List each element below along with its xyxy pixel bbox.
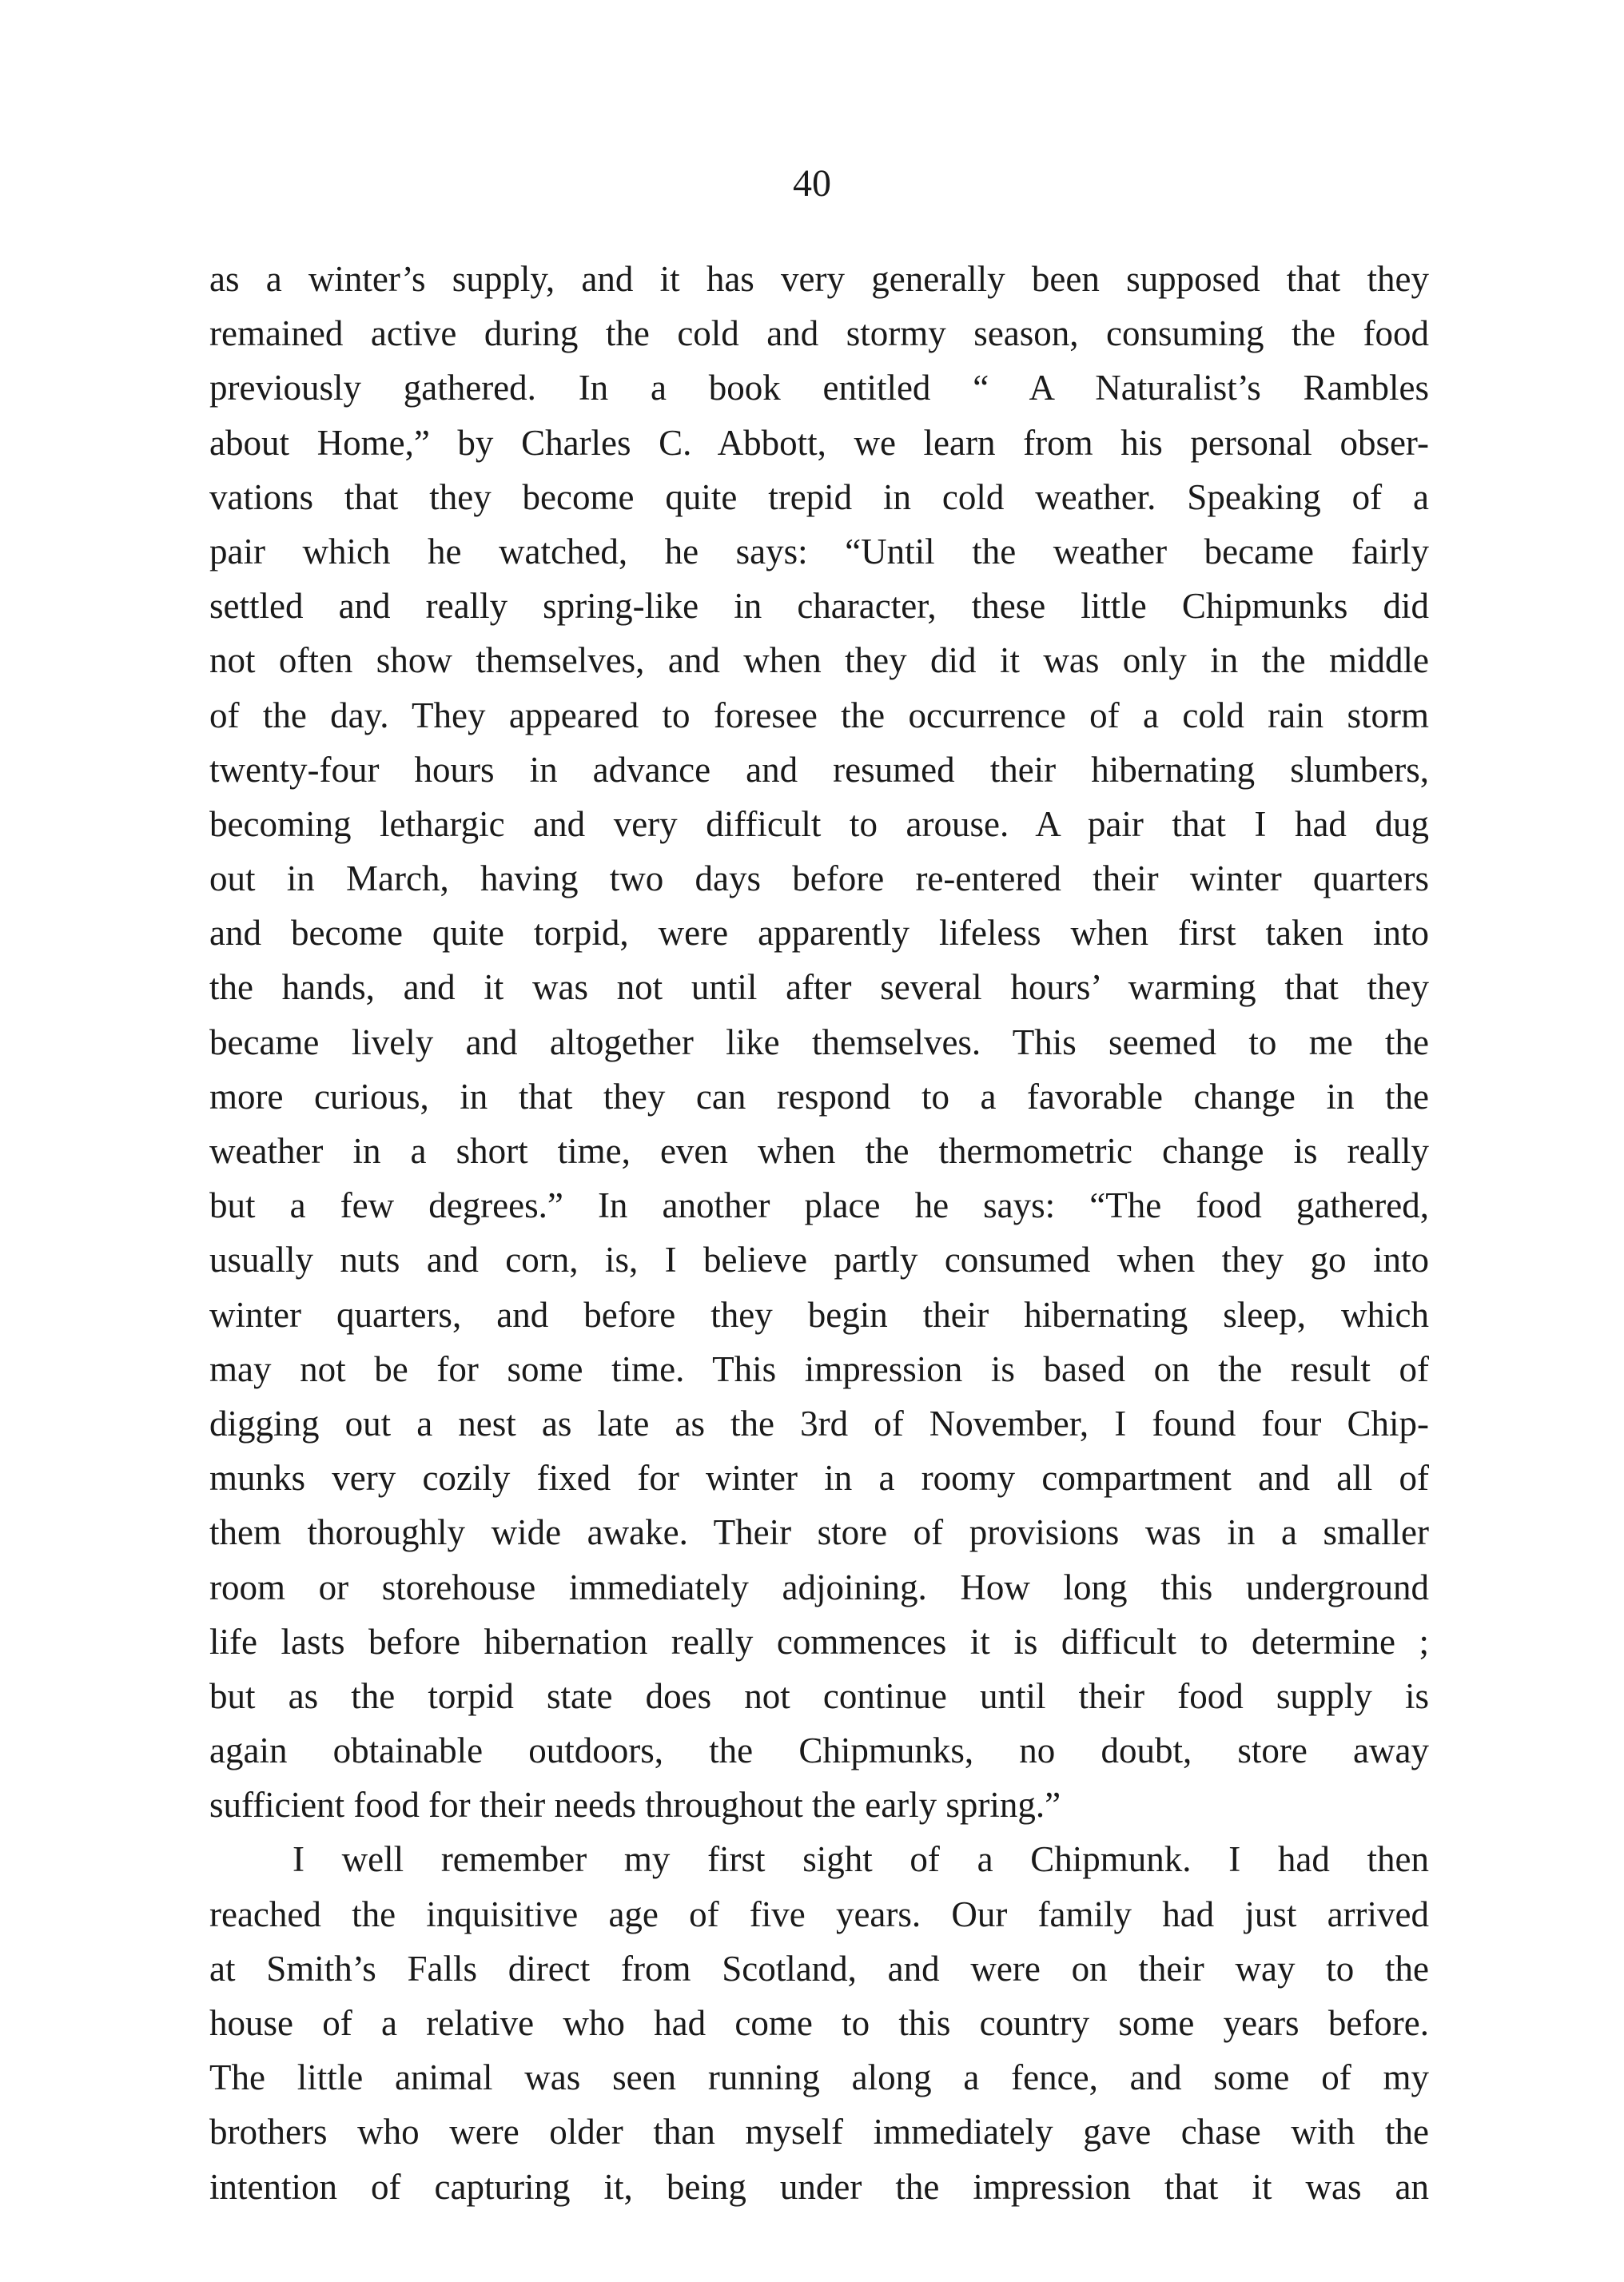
text-line: again obtainable outdoors, the Chipmunks, no doubt, store away [209, 1730, 1429, 1771]
text-line: winter quarters, and before they begin their hibernating sleep, which [209, 1294, 1429, 1335]
text-line: reached the inquisitive age of five years. Our family had just arrived [209, 1894, 1429, 1934]
text-line: previously gathered. In a book entitled “ A Naturalist’s Rambles [209, 368, 1429, 408]
text-line: the hands, and it was not until after several hours’ warming that they [209, 967, 1429, 1008]
text-line: twenty-four hours in advance and resumed their hibernating slumbers, [209, 749, 1429, 790]
text-line: house of a relative who had come to this country some years before. [209, 2003, 1429, 2043]
text-line: about Home,” by Charles C. Abbott, we learn from his personal obser- [209, 422, 1429, 463]
text-line: became lively and altogether like themselves. This seemed to me the [209, 1022, 1429, 1062]
text-line: more curious, in that they can respond to a favorable change in the [209, 1076, 1429, 1117]
text-line: sufficient food for their needs throughout the early spring.” [209, 1785, 1061, 1826]
text-line: as a winter’s supply, and it has very generally been supposed that they [209, 259, 1429, 299]
text-line: room or storehouse immediately adjoining. How long this underground [209, 1567, 1429, 1607]
text-line: may not be for some time. This impression is based on the result of [209, 1348, 1429, 1389]
text-line: but a few degrees.” In another place he says: “The food gathered, [209, 1185, 1429, 1226]
text-line: becoming lethargic and very difficult to arouse. A pair that I had dug [209, 803, 1429, 844]
text-line: The little animal was seen running along a fence, and some of my [209, 2057, 1429, 2098]
text-line: of the day. They appeared to foresee the occurrence of a cold rain storm [209, 695, 1429, 735]
text-line: vations that they become quite trepid in cold weather. Speaking of a [209, 476, 1429, 517]
text-line: intention of capturing it, being under the impression that it was an [209, 2166, 1429, 2207]
paragraph [209, 1832, 1429, 2213]
text-line: usually nuts and corn, is, I believe partly consumed when they go into [209, 1240, 1429, 1280]
text-line: life lasts before hibernation really commences it is difficult to determine ; [209, 1621, 1429, 1662]
body-text [209, 252, 1429, 2214]
text-line: not often show themselves, and when they did it was only in the middle [209, 640, 1429, 681]
text-line: munks very cozily fixed for winter in a roomy compartment and all of [209, 1458, 1429, 1499]
text-line: weather in a short time, even when the thermometric change is really [209, 1131, 1429, 1171]
text-line: pair which he watched, he says: “Until the weather became fairly [209, 531, 1429, 571]
page-number: 40 [793, 162, 831, 205]
text-line: at Smith’s Falls direct from Scotland, and were on their way to the [209, 1948, 1429, 1989]
paragraph [209, 252, 1429, 1832]
text-line: out in March, having two days before re-entered their winter quarters [209, 858, 1429, 899]
text-line: digging out a nest as late as the 3rd of November, I found four Chip- [209, 1403, 1429, 1444]
text-line: settled and really spring-like in character, these little Chipmunks did [209, 586, 1429, 627]
text-line: I well remember my first sight of a Chipmunk. I had then [293, 1839, 1429, 1880]
text-line: but as the torpid state does not continue until their food supply is [209, 1675, 1429, 1716]
text-line: brothers who were older than myself immediately gave chase with the [209, 2112, 1429, 2153]
text-line: them thoroughly wide awake. Their store of provisions was in a smaller [209, 1512, 1429, 1553]
text-line: and become quite torpid, were apparently lifeless when first taken into [209, 913, 1429, 954]
text-line: remained active during the cold and stormy season, consuming the food [209, 313, 1429, 354]
